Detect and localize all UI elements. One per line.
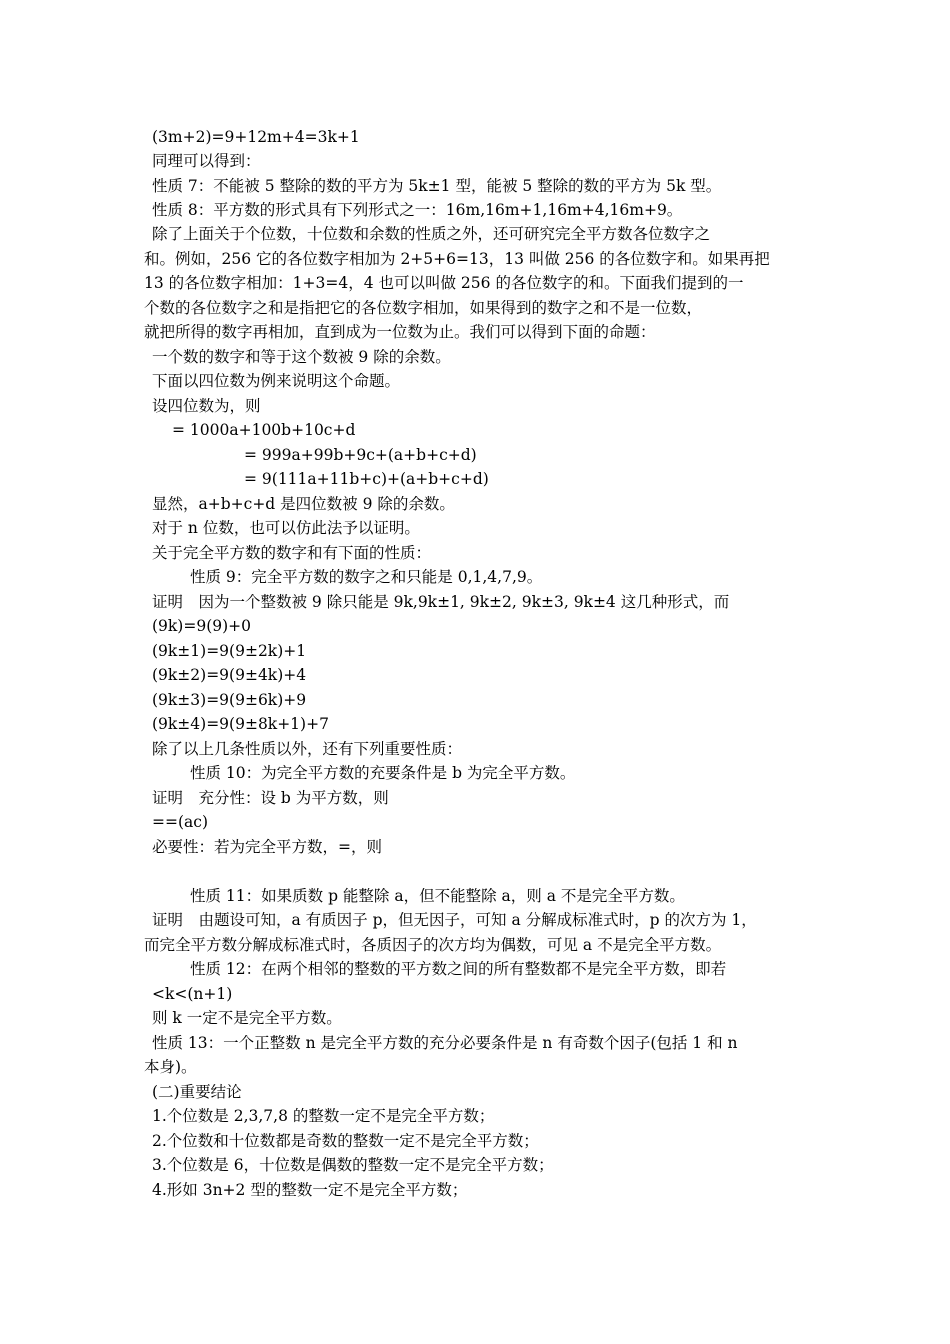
text-line: 和。例如，256 它的各位数字相加为 2+5+6=13，13 叫做 256 的各位数字和。如果再把 (144, 250, 770, 268)
text-line: 证明 由题设可知，a 有质因子 p，但无因子，可知 a 分解成标准式时，p 的次方为 1， (152, 911, 757, 929)
text-line: 本身)。 (144, 1058, 197, 1076)
property-heading: 性质 10：为完全平方数的充要条件是 b 为完全平方数。 (190, 764, 576, 782)
text-line: (3m+2)=9+12m+4=3k+1 (152, 128, 360, 146)
text-line: 一个数的数字和等于这个数被 9 除的余数。 (152, 348, 451, 366)
equation-line: = 999a+99b+9c+(a+b+c+d) (244, 446, 477, 464)
text-line: 除了以上几条性质以外，还有下列重要性质： (152, 740, 463, 758)
text-line: 13 的各位数字相加：1+3=4，4 也可以叫做 256 的各位数字的和。下面我们提到的一 (144, 274, 744, 292)
text-line: <k<(n+1) (152, 985, 233, 1003)
text-line: 必要性：若为完全平方数，=，则 (152, 838, 382, 856)
equation-line: = 1000a+100b+10c+d (172, 421, 356, 439)
equation-line: = 9(111a+11b+c)+(a+b+c+d) (244, 470, 489, 488)
text-line: 则 k 一定不是完全平方数。 (152, 1009, 342, 1027)
text-line: 性质 8：平方数的形式具有下列形式之一：16m,16m+1,16m+4,16m+9。 (152, 201, 683, 219)
equation-line: (9k±3)=9(9±6k)+9 (152, 691, 307, 709)
equation-line: (9k±1)=9(9±2k)+1 (152, 642, 307, 660)
text-line: 显然，a+b+c+d 是四位数被 9 除的余数。 (152, 495, 455, 513)
text-line: 证明 充分性：设 b 为平方数，则 (152, 789, 389, 807)
property-heading: 性质 11：如果质数 p 能整除 a，但不能整除 a，则 a 不是完全平方数。 (190, 887, 685, 905)
property-heading: 性质 9：完全平方数的数字之和只能是 0,1,4,7,9。 (190, 568, 543, 586)
text-line: 设四位数为，则 (152, 397, 261, 415)
text-line: 同理可以得到： (152, 152, 261, 170)
text-line: 就把所得的数字再相加，直到成为一位数为止。我们可以得到下面的命题： (144, 323, 656, 341)
equation-line: ==(ac) (152, 813, 208, 831)
text-line: 证明 因为一个整数被 9 除只能是 9k,9k±1, 9k±2, 9k±3, 9k±4 这几种形式，而 (152, 593, 730, 611)
text-line: 下面以四位数为例来说明这个命题。 (152, 372, 401, 390)
text-line: 性质 13：一个正整数 n 是完全平方数的充分必要条件是 n 有奇数个因子(包括 1 和 n (152, 1034, 738, 1052)
list-item: 1.个位数是 2,3,7,8 的整数一定不是完全平方数； (152, 1107, 495, 1125)
property-heading: 性质 12：在两个相邻的整数的平方数之间的所有整数都不是完全平方数，即若 (190, 960, 727, 978)
text-line: 个数的各位数字之和是指把它的各位数字相加，如果得到的数字之和不是一位数， (144, 299, 703, 317)
text-line: 除了上面关于个位数，十位数和余数的性质之外，还可研究完全平方数各位数字之 (152, 225, 711, 243)
list-item: 4.形如 3n+2 型的整数一定不是完全平方数； (152, 1181, 468, 1199)
list-item: 2.个位数和十位数都是奇数的整数一定不是完全平方数； (152, 1132, 539, 1150)
equation-line: (9k)=9(9)+0 (152, 617, 252, 635)
text-line: 性质 7：不能被 5 整除的数的平方为 5k±1 型，能被 5 整除的数的平方为 5k 型。 (152, 177, 722, 195)
text-line: 而完全平方数分解成标准式时，各质因子的次方均为偶数，可见 a 不是完全平方数。 (144, 936, 722, 954)
list-item: 3.个位数是 6，十位数是偶数的整数一定不是完全平方数； (152, 1156, 554, 1174)
section-heading: (二)重要结论 (152, 1083, 242, 1101)
equation-line: (9k±2)=9(9±4k)+4 (152, 666, 307, 684)
text-line: 关于完全平方数的数字和有下面的性质： (152, 544, 432, 562)
text-line: 对于 n 位数，也可以仿此法予以证明。 (152, 519, 420, 537)
equation-line: (9k±4)=9(9±8k+1)+7 (152, 715, 329, 733)
